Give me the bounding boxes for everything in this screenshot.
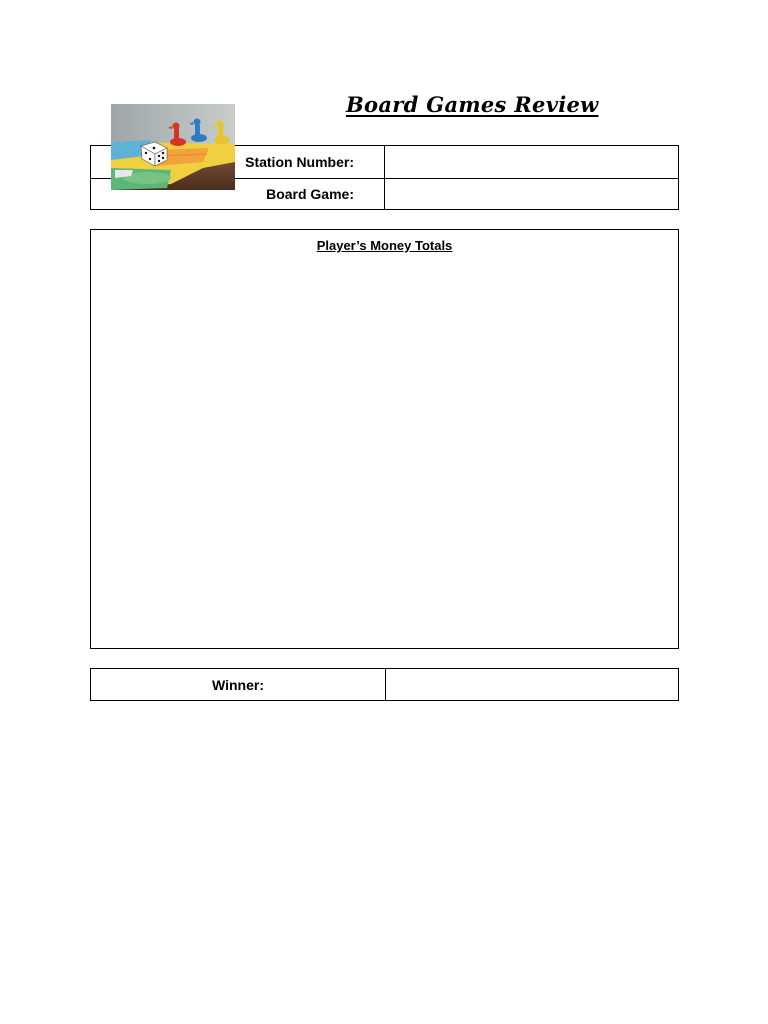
station-number-field[interactable] [386, 146, 678, 178]
winner-label: Winner: [91, 669, 386, 700]
board-game-field[interactable] [386, 178, 678, 209]
page-title: Board Games Review [346, 92, 599, 117]
winner-table [90, 668, 679, 701]
winner-field[interactable] [386, 669, 678, 700]
board-game-photo [111, 104, 235, 190]
board-game-label: Board Game: [91, 178, 385, 209]
money-totals-box[interactable] [90, 229, 679, 649]
money-totals-heading: Player’s Money Totals [316, 238, 453, 253]
station-number-label: Station Number: [91, 146, 385, 178]
